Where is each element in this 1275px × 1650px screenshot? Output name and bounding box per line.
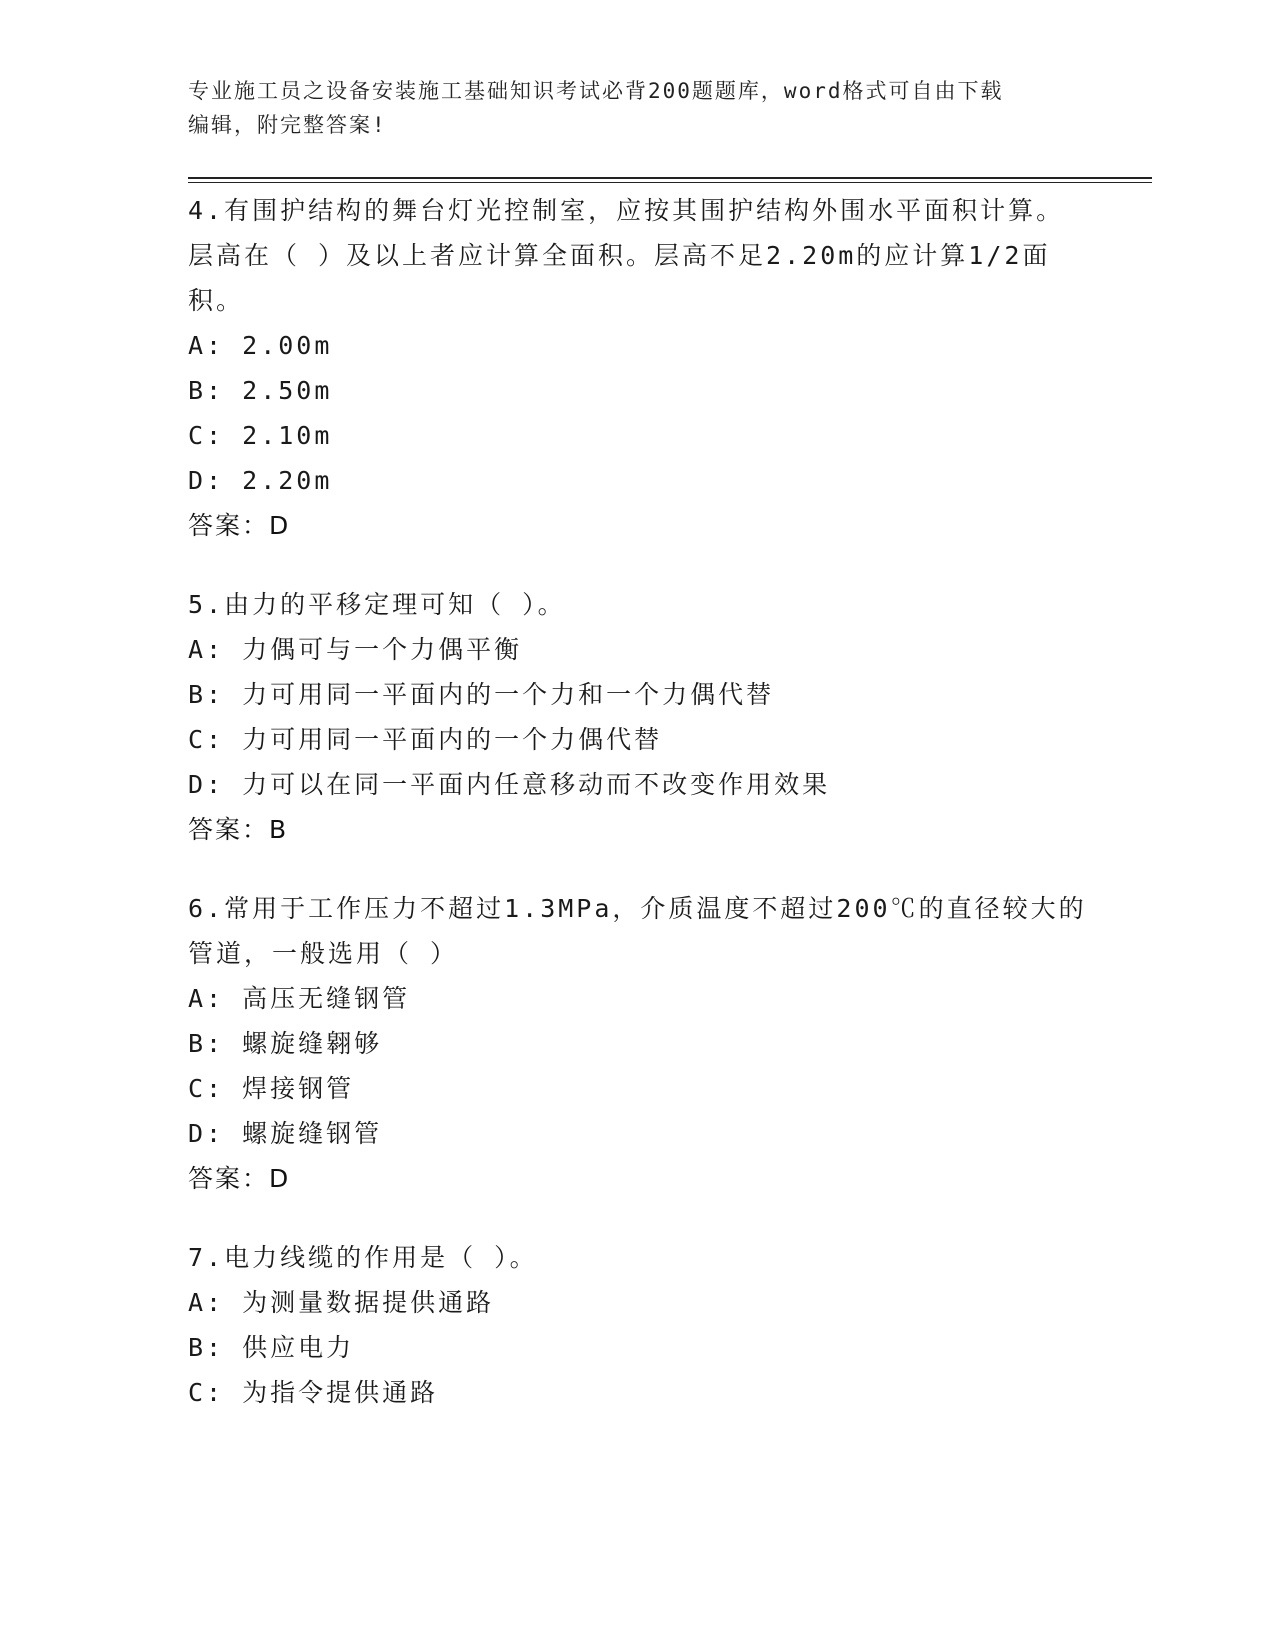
- option-c: C: 为指令提供通路: [188, 1378, 439, 1407]
- question-6: [188, 886, 1088, 1201]
- header-line-2: 编辑，附完整答案!: [188, 113, 387, 137]
- option-a: A: 力偶可与一个力偶平衡: [188, 635, 523, 664]
- option-b: B: 2.50m: [188, 376, 333, 405]
- header-line-1: 专业施工员之设备安装施工基础知识考试必背200题题库，word格式可自由下载: [188, 79, 1004, 103]
- question-stem: 5.由力的平移定理可知（ ）。: [188, 590, 566, 619]
- option-b: B: 供应电力: [188, 1333, 355, 1362]
- header-divider-thin: [188, 182, 1152, 183]
- option-c: C: 力可用同一平面内的一个力偶代替: [188, 725, 663, 754]
- answer-line: 答案：D: [188, 511, 291, 540]
- answer-line: 答案：D: [188, 1164, 291, 1193]
- question-stem: 6.常用于工作压力不超过1.3MPa，介质温度不超过200℃的直径较大的管道，一般选用（ ）: [188, 894, 1087, 968]
- option-d: D: 力可以在同一平面内任意移动而不改变作用效果: [188, 770, 831, 799]
- question-5: [188, 582, 1088, 852]
- document-header: [188, 74, 1088, 142]
- answer-line: 答案：B: [188, 815, 289, 844]
- option-d: D: 2.20m: [188, 466, 333, 495]
- option-b: B: 螺旋缝翱够: [188, 1029, 383, 1058]
- question-stem: 4.有围护结构的舞台灯光控制室，应按其围护结构外围水平面积计算。层高在（ ）及以上者应计算全面积。层高不足2.20m的应计算1/2面积。: [188, 196, 1065, 315]
- question-4: [188, 188, 1088, 548]
- question-stem: 7.电力线缆的作用是（ ）。: [188, 1243, 538, 1272]
- option-a: A: 高压无缝钢管: [188, 984, 411, 1013]
- option-a: A: 为测量数据提供通路: [188, 1288, 495, 1317]
- option-b: B: 力可用同一平面内的一个力和一个力偶代替: [188, 680, 775, 709]
- option-a: A: 2.00m: [188, 331, 333, 360]
- header-divider: [188, 177, 1152, 179]
- question-7: [188, 1235, 1088, 1415]
- option-c: C: 2.10m: [188, 421, 333, 450]
- option-d: D: 螺旋缝钢管: [188, 1119, 383, 1148]
- option-c: C: 焊接钢管: [188, 1074, 355, 1103]
- question-list: [188, 188, 1088, 1449]
